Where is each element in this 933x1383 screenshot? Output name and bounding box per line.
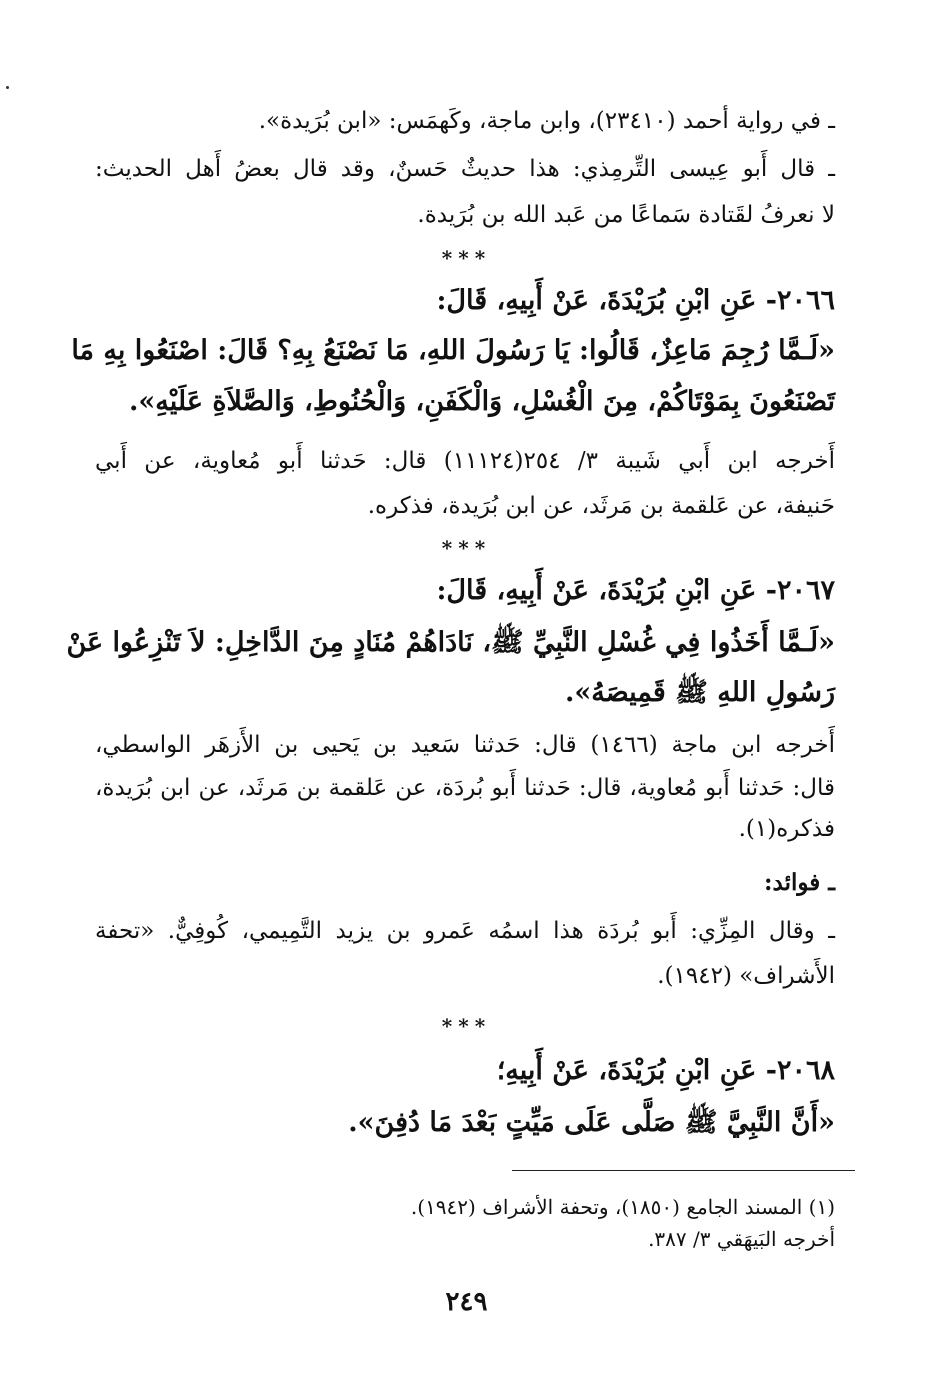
footnote-1-continuation: أخرجه البَيهَقي ٣/ ٣٨٧.	[648, 1227, 835, 1251]
footnote-divider	[512, 1170, 855, 1171]
hadith-text-2066-line2: تَصْنَعُونَ بِمَوْتَاكُمْ، مِنَ الْغُسْلِ، وَالْكَفَنِ، وَالْحُنُوطِ، وَالصَّلاَةِ عَلَيْهِ».	[128, 386, 835, 417]
section-separator-stars: ***	[441, 1014, 492, 1038]
takhrij-2067-line2: قال: حَدثنا أَبو مُعاوية، قال: حَدثنا أَبو بُردَة، عن عَلقمة بن مَرثَد، عن ابن بُرَيدة،	[95, 775, 835, 801]
takhrij-2066-line1: أَخرجه ابن أَبي شَيبة ٣/ ٢٥٤(١١١٢٤) قال: حَدثنا أَبو مُعاوية، عن أَبي	[95, 448, 835, 474]
section-separator-stars: ***	[441, 246, 492, 270]
takhrij-2066-line2: حَنيفة، عن عَلقمة بن مَرثَد، عن ابن بُرَيدة، فذكره.	[367, 493, 835, 519]
section-separator-stars: ***	[441, 536, 492, 560]
fawaid-text-line1: ـ وقال المِزِّي: أَبو بُردَة هذا اسمُه عَمرو بن يزيد التَّمِيمي، كُوفِيٌّ. «تحفة	[95, 918, 835, 944]
scan-speck	[6, 86, 9, 89]
text-line-qatada: لا نعرفُ لقَتادة سَماعًا من عَبد الله بن بُرَيدة.	[417, 202, 835, 228]
hadith-text-2067-line1: «لَـمَّا أَخَذُوا فِي غُسْلِ النَّبِيِّ ﷺ، نَادَاهُمْ مُنَادٍ مِنَ الدَّاخِلِ: لاَ تَنْزِعُوا عَنْ	[66, 627, 835, 658]
hadith-heading-2066: ٢٠٦٦- عَنِ ابْنِ بُرَيْدَةَ، عَنْ أَبِيهِ، قَالَ:	[436, 285, 835, 316]
page-number: ٢٤٩	[445, 1287, 488, 1317]
fawaid-heading: ـ فوائد:	[764, 869, 835, 896]
takhrij-2067-line3: فذكره(١).	[738, 816, 835, 842]
hadith-heading-2068: ٢٠٦٨- عَنِ ابْنِ بُرَيْدَةَ، عَنْ أَبِيهِ؛	[496, 1055, 835, 1086]
footnote-1: (١) المسند الجامع (١٨٥٠)، وتحفة الأشراف (١٩٤٢).	[410, 1195, 835, 1219]
fawaid-text-line2: الأَشراف» (١٩٤٢).	[657, 963, 835, 989]
text-line-ahmad-riwaya: ـ في رواية أحمد (٢٣٤١٠)، وابن ماجة، وكَهمَس: «ابن بُرَيدة».	[258, 108, 835, 134]
hadith-heading-2067: ٢٠٦٧- عَنِ ابْنِ بُرَيْدَةَ، عَنْ أَبِيهِ، قَالَ:	[436, 575, 835, 606]
hadith-text-2066-line1: «لَـمَّا رُجِمَ مَاعِزٌ، قَالُوا: يَا رَسُولَ اللهِ، مَا نَصْنَعُ بِهِ؟ قَالَ: اصْنَعُوا بِهِ مَا	[71, 335, 835, 366]
text-line-tirmidhi: ـ قال أَبو عِيسى التِّرمِذي: هذا حديثٌ حَسنٌ، وقد قال بعضُ أَهل الحديث:	[95, 156, 835, 182]
hadith-text-2068: «أَنَّ النَّبِيَّ ﷺ صَلَّى عَلَى مَيِّتٍ بَعْدَ مَا دُفِنَ».	[348, 1107, 835, 1138]
takhrij-2067-line1: أَخرجه ابن ماجة (١٤٦٦) قال: حَدثنا سَعيد بن يَحيى بن الأَزهَر الواسطي،	[95, 732, 835, 758]
hadith-text-2067-line2: رَسُولِ اللهِ ﷺ قَمِيصَهُ».	[564, 677, 835, 708]
